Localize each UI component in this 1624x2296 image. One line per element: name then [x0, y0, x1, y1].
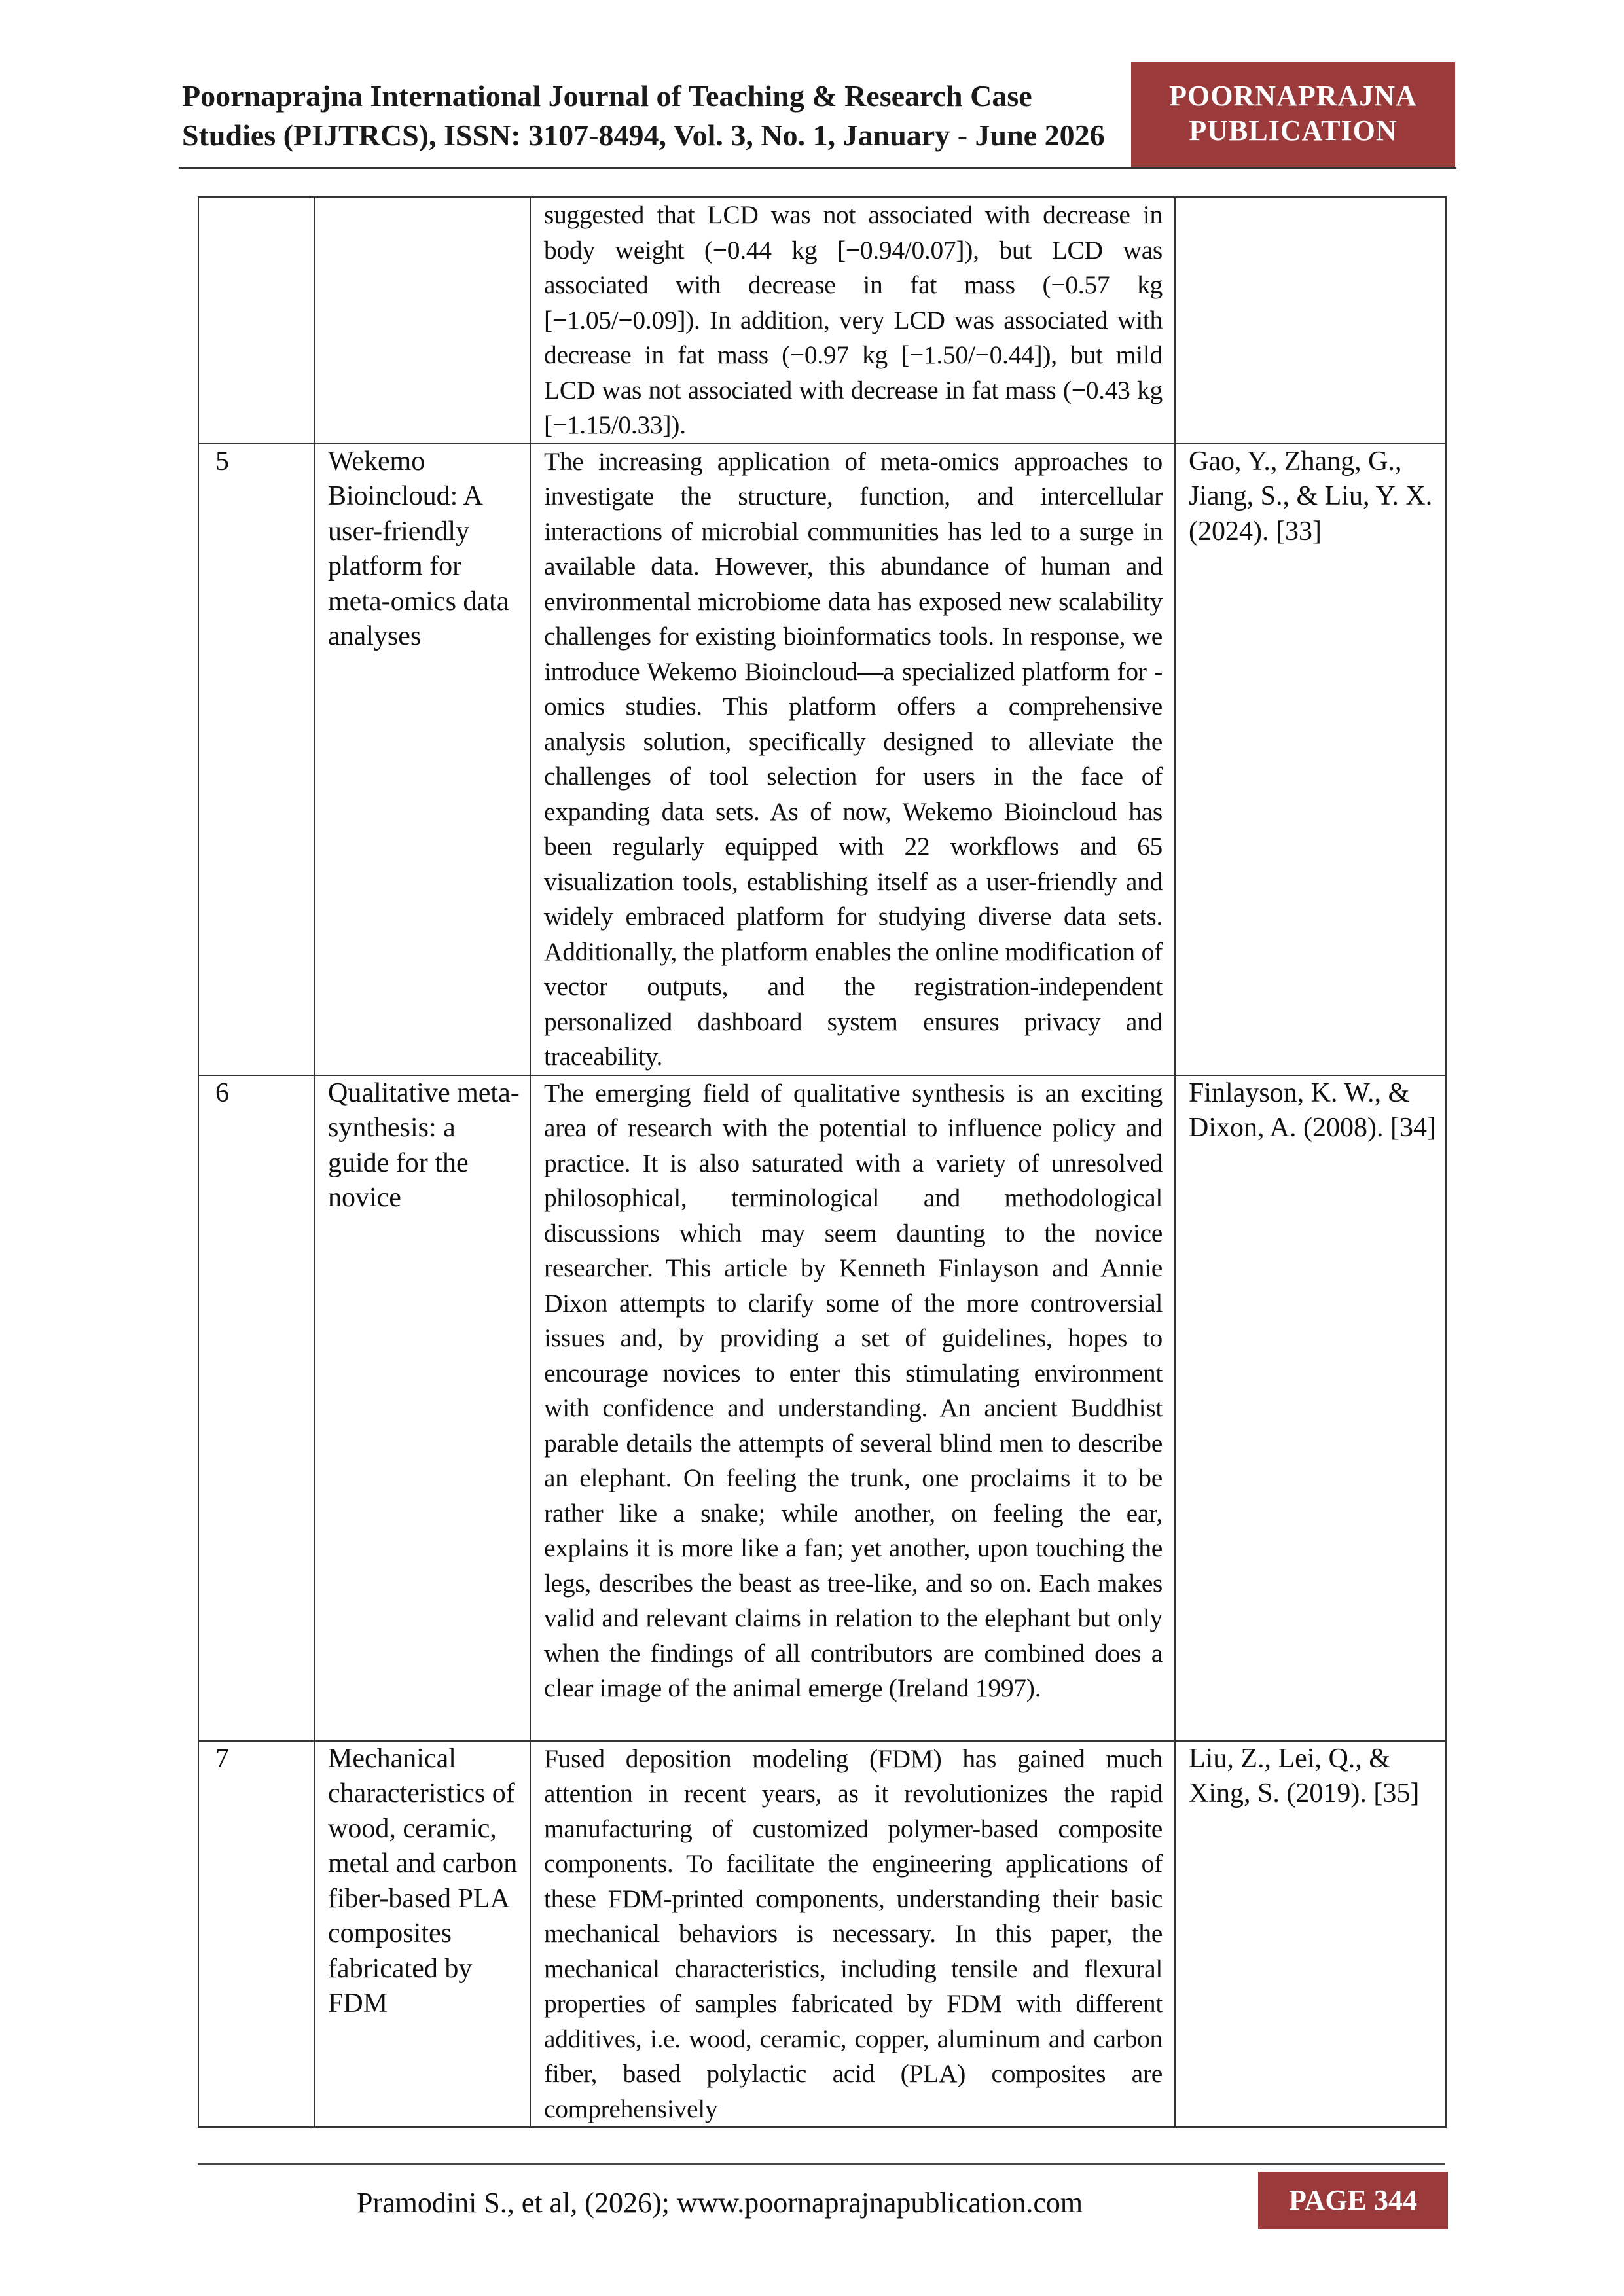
paper-description: suggested that LCD was not associated with decrease in body weight (−0.44 kg [−0.94/0.07]), but LCD was associated with decrease in fat mass (−0.57 kg [−1.05/−0.09]). In addition, very LCD was associated with decrease in fat mass (−0.97 kg [−1.50/−0.44]), but mild LCD was not associated with decrease in fat mass (−0.43 kg [−1.15/0.33]). — [530, 197, 1175, 444]
publisher-label: PUBLICATION — [1189, 115, 1398, 147]
paper-description: The emerging field of qualitative synthesis is an exciting area of research with the potential to influence policy and practice. It is also saturated with a variety of unresolved philosophical, terminological and methodological discussions which may seem daunting to the novice researcher. This article by Kenneth Finlayson and Annie Dixon attempts to clarify some of the more controversial issues and, by providing a set of guidelines, hopes to encourage novices to enter this stimulating environment with confidence and understanding. An ancient Buddhist parable details the attempts of several blind men to describe an elephant. On feeling the trunk, one proclaims it to be rather like a snake; while another, on feeling the ear, explains it is more like a fan; yet another, upon touching the legs, describes the beast as tree-like, and so on. Each makes valid and relevant claims in relation to the elephant but only when the findings of all contributors are combined does a clear image of the animal emerge (Ireland 1997). — [530, 1075, 1175, 1741]
journal-issn-volume: ISSN: 3107-8494, Vol. 3, No. 1, January - June 2026 — [436, 118, 1105, 152]
paper-title: Wekemo Bioincloud: A user-friendly platform for meta-omics data analyses — [314, 444, 530, 1075]
paper-title: Qualitative meta-synthesis: a guide for the novice — [314, 1075, 530, 1741]
header-divider — [179, 167, 1456, 169]
paper-reference — [1175, 197, 1446, 444]
publisher-badge — [1131, 62, 1455, 167]
table-row — [198, 1075, 1446, 1741]
journal-header — [182, 77, 1131, 155]
page-number-badge: PAGE 344 — [1258, 2172, 1448, 2229]
paper-reference: Liu, Z., Lei, Q., & Xing, S. (2019). [35] — [1175, 1741, 1446, 2128]
journal-abbrev: Studies (PIJTRCS), — [182, 118, 437, 152]
publisher-name: POORNAPRAJNA — [1169, 80, 1417, 112]
paper-description: Fused deposition modeling (FDM) has gained much attention in recent years, as it revolutionizes the rapid manufacturing of customized polymer-based composite components. To facilitate the engineering applications of these FDM-printed components, understanding their basic mechanical behaviors is necessary. In this paper, the mechanical characteristics, including tensile and flexural properties of samples fabricated by FDM with different additives, i.e. wood, ceramic, copper, aluminum and carbon fiber, based polylactic acid (PLA) composites are comprehensively — [530, 1741, 1175, 2128]
table-row — [198, 444, 1446, 1075]
paper-title: Mechanical characteristics of wood, ceramic, metal and carbon fiber-based PLA composites fabricated by FDM — [314, 1741, 530, 2128]
row-number: 5 — [198, 444, 314, 1075]
journal-title-line1: Poornaprajna International Journal of Teaching & Research Case — [182, 79, 1032, 113]
footer-divider — [198, 2163, 1445, 2165]
literature-review-table — [198, 196, 1447, 2128]
journal-title-line2 — [182, 116, 1131, 155]
table-row — [198, 197, 1446, 444]
table-row — [198, 1741, 1446, 2128]
paper-description: The increasing application of meta-omics approaches to investigate the structure, function, and intercellular interactions of microbial communities has led to a surge in available data. However, this abundance of human and environmental microbiome data has exposed new scalability challenges for existing bioinformatics tools. In response, we introduce Wekemo Bioincloud—a specialized platform for -omics studies. This platform offers a comprehensive analysis solution, specifically designed to alleviate the challenges of tool selection for users in the face of expanding data sets. As of now, Wekemo Bioincloud has been regularly equipped with 22 workflows and 65 visualization tools, establishing itself as a user-friendly and widely embraced platform for studying diverse data sets. Additionally, the platform enables the online modification of vector outputs, and the registration-independent personalized dashboard system ensures privacy and traceability. — [530, 444, 1175, 1075]
paper-reference: Gao, Y., Zhang, G., Jiang, S., & Liu, Y. X. (2024). [33] — [1175, 444, 1446, 1075]
footer-citation: Pramodini S., et al, (2026); www.poornaprajnapublication.com — [357, 2187, 1083, 2219]
paper-reference: Finlayson, K. W., & Dixon, A. (2008). [34] — [1175, 1075, 1446, 1741]
row-number: 6 — [198, 1075, 314, 1741]
row-number: 7 — [198, 1741, 314, 2128]
row-number — [198, 197, 314, 444]
paper-title — [314, 197, 530, 444]
